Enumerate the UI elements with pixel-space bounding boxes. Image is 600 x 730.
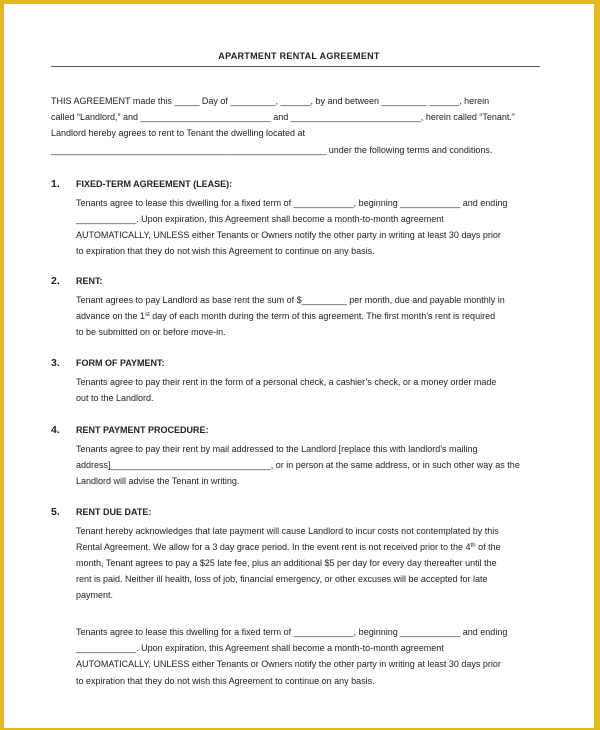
section-heading: RENT DUE DATE: <box>76 507 152 517</box>
section-number: 1. <box>51 178 60 190</box>
body-line: ____________. Upon expiration, this Agreement shall become a month-to-month agreement <box>76 643 444 654</box>
section-number: 2. <box>51 275 60 287</box>
body-line: Tenant hereby acknowledges that late payment will cause Landlord to incur costs not contemplated by this <box>76 526 499 536</box>
section-number: 5. <box>51 506 60 518</box>
body-line: to expiration that they do not wish this Agreement to continue on any basis. <box>76 246 375 257</box>
document-title: APARTMENT RENTAL AGREEMENT <box>218 51 380 61</box>
body-line: AUTOMATICALLY, UNLESS either Tenants or Owners notify the other party in writing at least 30 days prior <box>76 659 501 670</box>
section-heading: RENT PAYMENT PROCEDURE: <box>76 425 209 435</box>
section-body <box>76 523 544 603</box>
body-line: Tenants agree to lease this dwelling for a fixed term of ____________, beginning ____________ and ending <box>76 627 508 637</box>
section-number: 3. <box>51 357 60 369</box>
intro-line: THIS AGREEMENT made this _____ Day of _________, ______, by and between _________ ______, herein <box>51 96 490 106</box>
body-line: to be submitted on or before move-in. <box>76 327 226 338</box>
section-body <box>76 195 544 259</box>
ordinal-suffix: th <box>470 543 476 550</box>
intro-line: Landlord hereby agrees to rent to Tenant the dwelling located at <box>51 128 306 139</box>
body-line: Tenants agree to pay their rent in the form of a personal check, a cashier’s check, or a money order made <box>76 377 497 387</box>
section-body <box>76 441 544 489</box>
document-page <box>4 4 594 728</box>
repeat-paragraph <box>76 624 544 689</box>
body-line: ____________. Upon expiration, this Agreement shall become a month-to-month agreement <box>76 214 444 225</box>
section-heading: FIXED-TERM AGREEMENT (LEASE): <box>76 179 233 189</box>
section-heading: RENT: <box>76 276 103 286</box>
body-line: day of each month during the term of this agreement. The first month’s rent is required <box>149 311 496 322</box>
body-line: Landlord will advise the Tenant in writing. <box>76 476 240 487</box>
body-line: Tenant agrees to pay Landlord as base rent the sum of $_________ per month, due and payable monthly in <box>76 295 505 305</box>
section-number: 4. <box>51 424 60 436</box>
body-line: payment. <box>76 590 114 601</box>
body-line: AUTOMATICALLY, UNLESS either Tenants or Owners notify the other party in writing at least 30 days prior <box>76 230 501 241</box>
section-body <box>76 374 544 406</box>
body-line: advance on the 1 <box>76 311 146 322</box>
body-line: to expiration that they do not wish this Agreement to continue on any basis. <box>76 675 375 686</box>
body-line: out to the Landlord. <box>76 393 154 404</box>
body-line: Tenants agree to pay their rent by mail addressed to the Landlord [replace this with landlord’s mailing <box>76 444 478 454</box>
body-line: rent is paid. Neither ill health, loss of job, financial emergency, or other excuses will be accepted for late <box>76 574 488 585</box>
section-heading: FORM OF PAYMENT: <box>76 358 165 368</box>
body-line: of the <box>475 542 501 553</box>
title-divider <box>51 66 540 67</box>
body-line: month, Tenant agrees to pay a $25 late fee, plus an additional $5 per day for every day thereafter until the <box>76 558 497 569</box>
body-line: Rental Agreement. We allow for a 3 day grace period. In the event rent is not received prior to the 4 <box>76 542 471 553</box>
ordinal-suffix: st <box>145 312 150 319</box>
body-line: address]________________________________, or in person at the same address, or in such other way as the <box>76 460 520 471</box>
intro-line: called “Landlord,” and __________________________ and __________________________, herein called “Tenant.” <box>51 112 515 123</box>
body-line: Tenants agree to lease this dwelling for a fixed term of ____________, beginning ____________ and ending <box>76 198 508 208</box>
section-body <box>76 292 544 340</box>
intro-paragraph <box>51 93 546 158</box>
intro-line: _______________________________________________________ under the following terms and conditions. <box>51 144 493 155</box>
